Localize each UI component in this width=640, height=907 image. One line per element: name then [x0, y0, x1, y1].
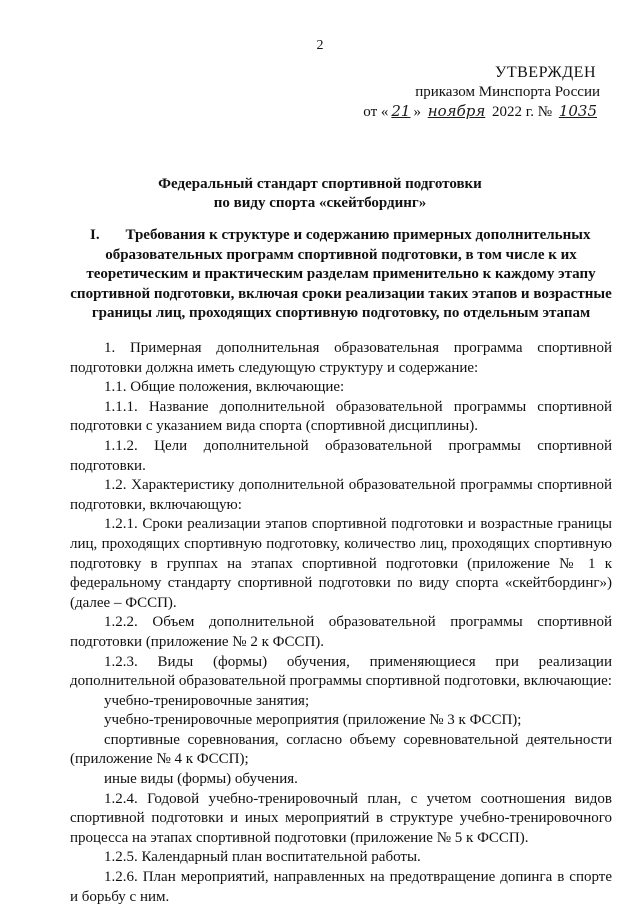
- list-item: спортивные соревнования, согласно объему соревновательной деятельности (приложение № 4 к ФССП);: [70, 731, 612, 768]
- paragraph: 1.2.5. Календарный план воспитательной работы.: [104, 849, 421, 866]
- approval-block: [363, 63, 600, 122]
- paragraph: 1.2.3. Виды (формы) обучения, применяющиеся при реализации дополнительной образовательной программы спортивной подготовки, включающие:: [70, 653, 612, 690]
- document-title-line-2: по виду спорта «скейтбординг»: [213, 195, 427, 211]
- list-item: иные виды (формы) обучения.: [104, 771, 298, 788]
- section-number: I.: [90, 227, 100, 243]
- list-item: учебно-тренировочные занятия;: [104, 692, 310, 709]
- date-mid: »: [413, 104, 421, 120]
- date-year: 2022 г. №: [492, 104, 553, 120]
- page-number: 2: [316, 38, 324, 53]
- body-text: [70, 339, 612, 907]
- approved-label: УТВЕРЖДЕН: [495, 64, 596, 81]
- paragraph: 1.1. Общие положения, включающие:: [104, 379, 345, 396]
- paragraph: 1.2.6. План мероприятий, направленных на предотвращение допинга в спорте и борьбу с ним.: [70, 869, 612, 905]
- list-item: учебно-тренировочные мероприятия (приложение № 3 к ФССП);: [104, 712, 522, 729]
- paragraph: 1.2.1. Сроки реализации этапов спортивной подготовки и возрастные границы лиц, проходящих спортивную подготовку, количество лиц, проходящих спортивную подготовку в группах на этапах спортивной подготовки (приложение № 1 к федеральному стандарту спортивной подготовки по виду спорта «скейтбординг») (далее – ФССП).: [70, 516, 612, 611]
- paragraph: 1.2. Характеристику дополнительной образовательной программы спортивной подготовки, включающую:: [70, 477, 612, 513]
- handwritten-month: ноября: [427, 102, 486, 120]
- paragraph: 1.1.2. Цели дополнительной образовательной программы спортивной подготовки.: [70, 437, 612, 474]
- paragraph: 1.1.1. Название дополнительной образовательной программы спортивной подготовки с указанием вида спорта (спортивной дисциплины).: [70, 398, 612, 435]
- document-title-line-1: Федеральный стандарт спортивной подготовки: [158, 176, 482, 192]
- paragraph: 1.2.2. Объем дополнительной образовательной программы спортивной подготовки (приложение № 2 к ФССП).: [70, 614, 612, 650]
- order-date-line: [363, 102, 600, 122]
- section-heading-text: Требования к структуре и содержанию примерных дополнительных образовательных программ спортивной подготовки, в том числе к их теоретическим и практическим разделам применительно к каждому этапу спортивной подготовки, включая сроки реализации таких этапов и возрастные границы лиц, проходящих спортивную подготовку, по отдельным этапам: [70, 227, 612, 321]
- section-heading: [70, 226, 612, 324]
- order-line: приказом Минспорта России: [415, 84, 600, 100]
- handwritten-order-number: 1035: [558, 102, 597, 120]
- date-prefix: от «: [363, 104, 389, 120]
- paragraph: 1.2.4. Годовой учебно-тренировочный план, с учетом соотношения видов спортивной подготовки и иных мероприятий в структуре учебно-тренировочного процесса на этапах спортивной подготовки (приложение № 5 к ФССП).: [70, 790, 612, 846]
- document-title: [0, 175, 640, 213]
- handwritten-day: 21: [391, 102, 411, 120]
- paragraph: 1. Примерная дополнительная образовательная программа спортивной подготовки должна иметь следующую структуру и содержание:: [70, 340, 612, 376]
